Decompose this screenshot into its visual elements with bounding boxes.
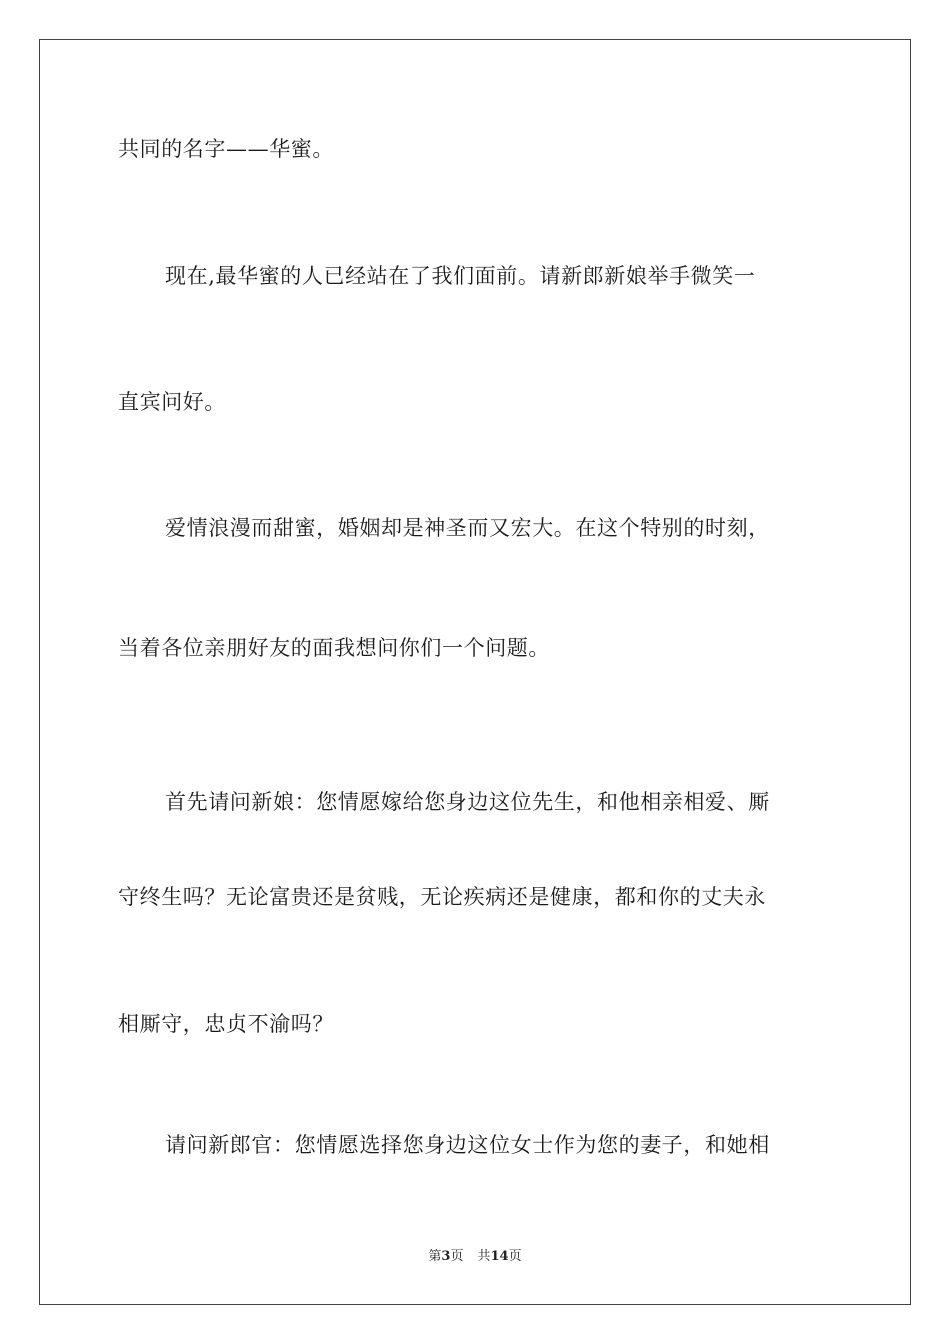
page-number: 3	[441, 1249, 451, 1264]
text-line-5: 当着各位亲朋好友的面我想问你们一个问题。	[118, 636, 550, 660]
text-line-3: 直宾问好。	[118, 390, 226, 414]
page-frame	[39, 39, 911, 1305]
text-line-2: 现在,最华蜜的人已经站在了我们面前。请新郎新娘举手微笑一	[165, 264, 756, 288]
page-suffix: 页	[450, 1249, 464, 1264]
text-line-7: 守终生吗？无论富贵还是贫贱，无论疾病还是健康，都和你的丈夫永	[118, 885, 766, 909]
total-pages: 14	[490, 1249, 509, 1264]
total-suffix: 页	[508, 1249, 522, 1264]
page-footer	[0, 1248, 950, 1266]
text-line-4: 爱情浪漫而甜蜜，婚姻却是神圣而又宏大。在这个特别的时刻，	[165, 516, 770, 540]
text-line-6: 首先请问新娘：您情愿嫁给您身边这位先生，和他相亲相爱、厮	[165, 790, 770, 814]
text-line-8: 相厮守，忠贞不渝吗？	[118, 1012, 334, 1036]
page-prefix: 第	[428, 1249, 442, 1264]
total-prefix: 共	[477, 1249, 491, 1264]
text-line-9: 请问新郎官：您情愿选择您身边这位女士作为您的妻子，和她相	[165, 1133, 770, 1157]
text-line-1: 共同的名字——华蜜。	[118, 137, 334, 161]
